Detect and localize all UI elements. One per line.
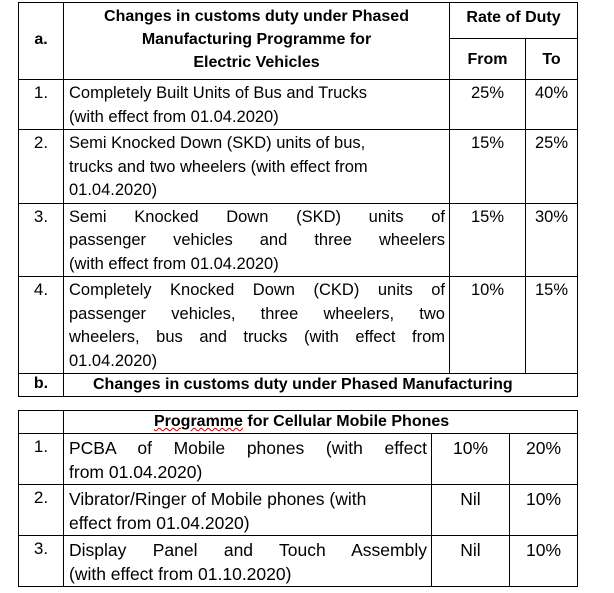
- row-number: 2.: [19, 130, 64, 204]
- row-number: 1.: [19, 434, 64, 485]
- desc-line: (with effect from 01.10.2020): [69, 564, 292, 584]
- section-label-a: a.: [19, 3, 64, 80]
- to-header: To: [526, 39, 578, 80]
- row-description: [64, 130, 450, 204]
- row-description: [64, 277, 450, 374]
- table-row: [19, 130, 578, 204]
- title-line: Changes in customs duty under Phased: [104, 8, 409, 25]
- row-number: 1.: [19, 80, 64, 130]
- mobile-duty-table: [18, 410, 578, 587]
- rate-to: 40%: [526, 80, 578, 130]
- desc-line: (with effect from 01.04.2020): [69, 254, 279, 273]
- desc-line: (with effect from 01.04.2020): [69, 107, 279, 126]
- desc-line: Display Panel and Touch Assembly: [69, 540, 427, 560]
- title-rest: for Cellular Mobile Phones: [242, 413, 450, 430]
- section-a-title: [64, 3, 450, 80]
- row-description: [64, 536, 432, 587]
- desc-line: PCBA of Mobile phones (with effect: [69, 438, 427, 458]
- rate-from: Nil: [432, 536, 510, 587]
- desc-line: from 01.04.2020): [69, 462, 203, 482]
- rate-to: 20%: [510, 434, 578, 485]
- rate-to: 25%: [526, 130, 578, 204]
- rate-to: 30%: [526, 203, 578, 277]
- row-description: [64, 203, 450, 277]
- row-description: [64, 80, 450, 130]
- desc-line: trucks and two wheelers (with effect from: [69, 157, 368, 176]
- empty-cell: [19, 411, 64, 434]
- desc-line: 01.04.2020): [69, 181, 158, 199]
- title-underlined: Programme: [154, 413, 243, 430]
- desc-line: effect from 01.04.2020): [69, 513, 250, 533]
- desc-line: 01.04.2020): [69, 351, 158, 370]
- rate-to: 15%: [526, 277, 578, 374]
- title-line: Manufacturing Programme for: [141, 31, 372, 48]
- table-row: [19, 203, 578, 277]
- row-number: 4.: [19, 277, 64, 374]
- desc-line: passenger vehicles, three wheelers, two: [69, 304, 445, 323]
- desc-line: Semi Knocked Down (SKD) units of bus,: [69, 134, 366, 152]
- rate-from: 15%: [450, 203, 526, 277]
- section-b-title-continued: [64, 411, 578, 434]
- row-number: 2.: [19, 485, 64, 536]
- row-description: [64, 434, 432, 485]
- rate-to: 10%: [510, 485, 578, 536]
- rate-to: 10%: [510, 536, 578, 587]
- table-row: [19, 434, 578, 485]
- ev-duty-table: [18, 2, 578, 397]
- desc-line: Completely Knocked Down (CKD) units of: [69, 281, 445, 299]
- desc-line: wheelers, bus and trucks (with effect from: [69, 328, 445, 346]
- title-line: Electric Vehicles: [193, 54, 320, 71]
- table-row: [19, 536, 578, 587]
- rate-from: 25%: [450, 80, 526, 130]
- section-label-b: b.: [19, 374, 64, 397]
- rate-from: 10%: [432, 434, 510, 485]
- desc-line: Completely Built Units of Bus and Trucks: [69, 84, 368, 102]
- desc-line: Semi Knocked Down (SKD) units of: [69, 207, 445, 226]
- row-number: 3.: [19, 203, 64, 277]
- table-row: [19, 485, 578, 536]
- section-b-title: Changes in customs duty under Phased Manufacturing: [64, 374, 578, 397]
- from-header: From: [450, 39, 526, 80]
- table-row: [19, 80, 578, 130]
- row-number: 3.: [19, 536, 64, 587]
- rate-from: Nil: [432, 485, 510, 536]
- desc-line: Vibrator/Ringer of Mobile phones (with: [69, 489, 367, 509]
- row-description: [64, 485, 432, 536]
- desc-line: passenger vehicles and three wheelers: [69, 231, 445, 249]
- rate-from: 15%: [450, 130, 526, 204]
- rate-of-duty-header: Rate of Duty: [450, 3, 578, 39]
- rate-from: 10%: [450, 277, 526, 374]
- table-row: [19, 277, 578, 374]
